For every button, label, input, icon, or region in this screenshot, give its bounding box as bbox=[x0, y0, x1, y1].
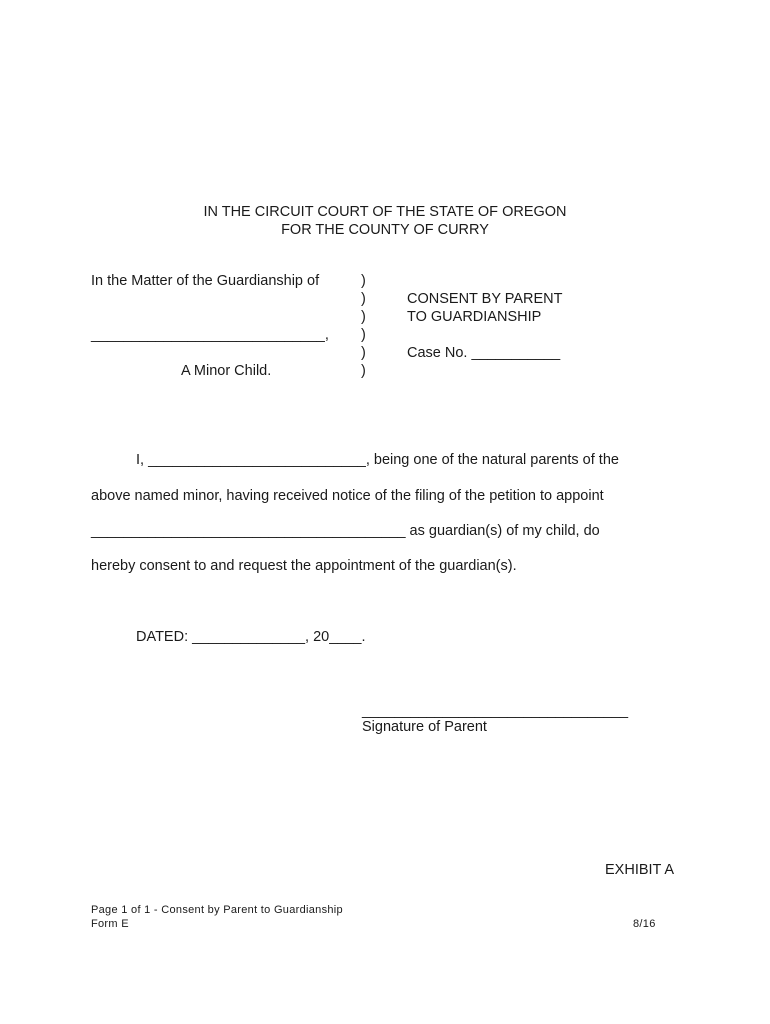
document-title-line2: TO GUARDIANSHIP bbox=[407, 309, 542, 325]
body-line-2: above named minor, having received notice of the filing of the petition to appoint bbox=[91, 488, 604, 504]
body-line-4: hereby consent to and request the appointment of the guardian(s). bbox=[91, 558, 517, 574]
footer-date: 8/16 bbox=[633, 918, 656, 930]
minor-child-label: A Minor Child. bbox=[181, 363, 272, 379]
caption-paren: ) bbox=[361, 345, 366, 361]
signature-line: _________________________________ bbox=[362, 703, 629, 719]
exhibit-label: EXHIBIT A bbox=[605, 862, 675, 878]
minor-name-blank: _____________________________, bbox=[91, 327, 329, 343]
matter-label: In the Matter of the Guardianship of bbox=[91, 273, 320, 289]
caption-paren: ) bbox=[361, 327, 366, 343]
document-title-line1: CONSENT BY PARENT bbox=[407, 291, 563, 307]
caption-paren: ) bbox=[361, 273, 366, 289]
court-title-line2: FOR THE COUNTY OF CURRY bbox=[281, 222, 489, 238]
caption-paren: ) bbox=[361, 291, 366, 307]
body-line-1: I, ___________________________, being one of the natural parents of the bbox=[136, 452, 619, 468]
caption-paren: ) bbox=[361, 363, 366, 379]
body-line-3: _______________________________________ as guardian(s) of my child, do bbox=[91, 523, 600, 539]
case-number: Case No. ___________ bbox=[407, 345, 561, 361]
dated-line: DATED: ______________, 20____. bbox=[136, 629, 366, 645]
caption-paren: ) bbox=[361, 309, 366, 325]
footer-page-info: Page 1 of 1 - Consent by Parent to Guardianship bbox=[91, 904, 343, 916]
footer-form: Form E bbox=[91, 918, 129, 930]
court-title-line1: IN THE CIRCUIT COURT OF THE STATE OF OREGON bbox=[203, 204, 567, 220]
signature-label: Signature of Parent bbox=[362, 719, 487, 735]
